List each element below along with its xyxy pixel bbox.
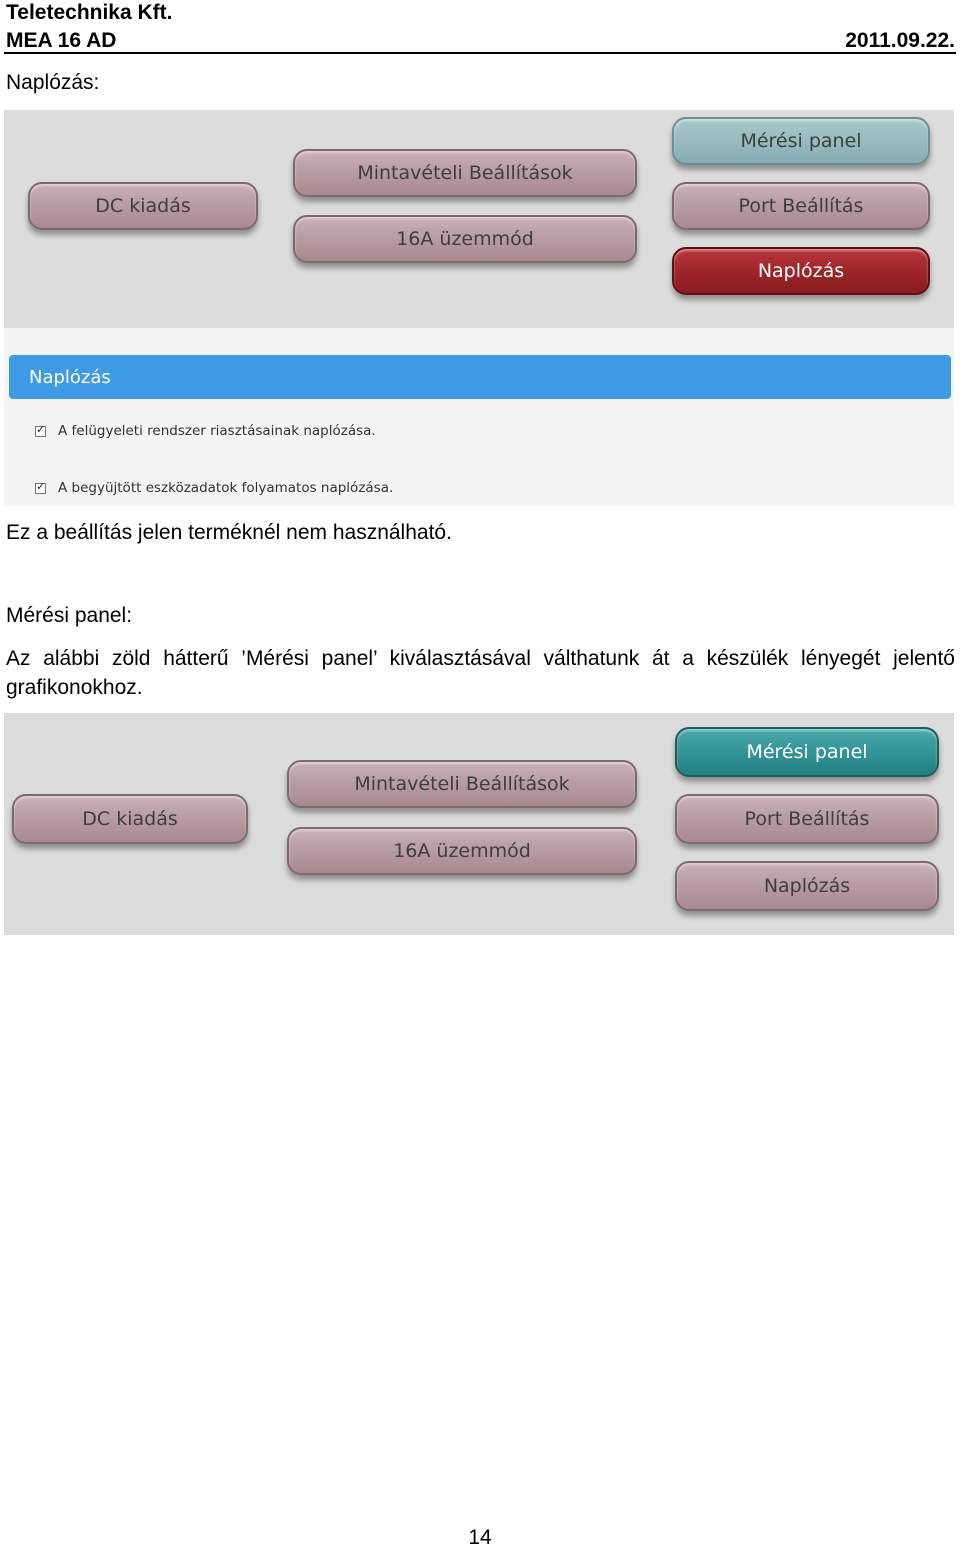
menu-screenshot-2 [4, 713, 954, 935]
option-device-data-logging-label: A begyüjtött eszközadatok folyamatos naplózása. [58, 480, 394, 496]
checkbox-checked-icon[interactable] [35, 426, 46, 437]
page-number: 14 [468, 1526, 492, 1549]
menu-screenshot-1 [4, 110, 954, 328]
uzemmod-16a-button[interactable]: 16A üzemmód [287, 827, 637, 875]
naplozas-button[interactable]: Naplózás [675, 861, 939, 911]
header-rule [4, 52, 956, 54]
dc-kiadas-button[interactable]: DC kiadás [28, 182, 258, 230]
meresi-panel-button[interactable]: Mérési panel [675, 727, 939, 777]
mintaveteli-beallitasok-button[interactable]: Mintavételi Beállítások [293, 149, 637, 197]
header-model: MEA 16 AD [6, 29, 117, 52]
section-heading-naplozas: Naplózás: [6, 71, 100, 94]
port-beallitas-button[interactable]: Port Beállítás [675, 794, 939, 844]
section-heading-meresi-panel: Mérési panel: [6, 604, 133, 627]
header-date: 2011.09.22. [845, 29, 955, 52]
naplozas-settings-panel [4, 328, 954, 506]
meresi-panel-paragraph: Az alábbi zöld hátterű ’Mérési panel’ kiválasztásával válthatunk át a készülék lényegét jelentő grafikonokhoz. [6, 647, 955, 699]
meresi-panel-button[interactable]: Mérési panel [672, 117, 930, 165]
checkbox-checked-icon[interactable] [35, 483, 46, 494]
uzemmod-16a-button[interactable]: 16A üzemmód [293, 215, 637, 263]
mintaveteli-beallitasok-button[interactable]: Mintavételi Beállítások [287, 760, 637, 808]
header-company: Teletechnika Kft. [6, 1, 173, 24]
option-alarm-logging-label: A felügyeleti rendszer riasztásainak naplózása. [58, 423, 376, 439]
dc-kiadas-button[interactable]: DC kiadás [12, 794, 248, 844]
port-beallitas-button[interactable]: Port Beállítás [672, 182, 930, 230]
settings-title-bar: Naplózás [9, 355, 951, 399]
note-text: Ez a beállítás jelen terméknél nem használható. [6, 521, 452, 544]
option-device-data-logging[interactable] [35, 480, 393, 496]
option-alarm-logging[interactable] [35, 423, 376, 439]
naplozas-button[interactable]: Naplózás [672, 247, 930, 295]
